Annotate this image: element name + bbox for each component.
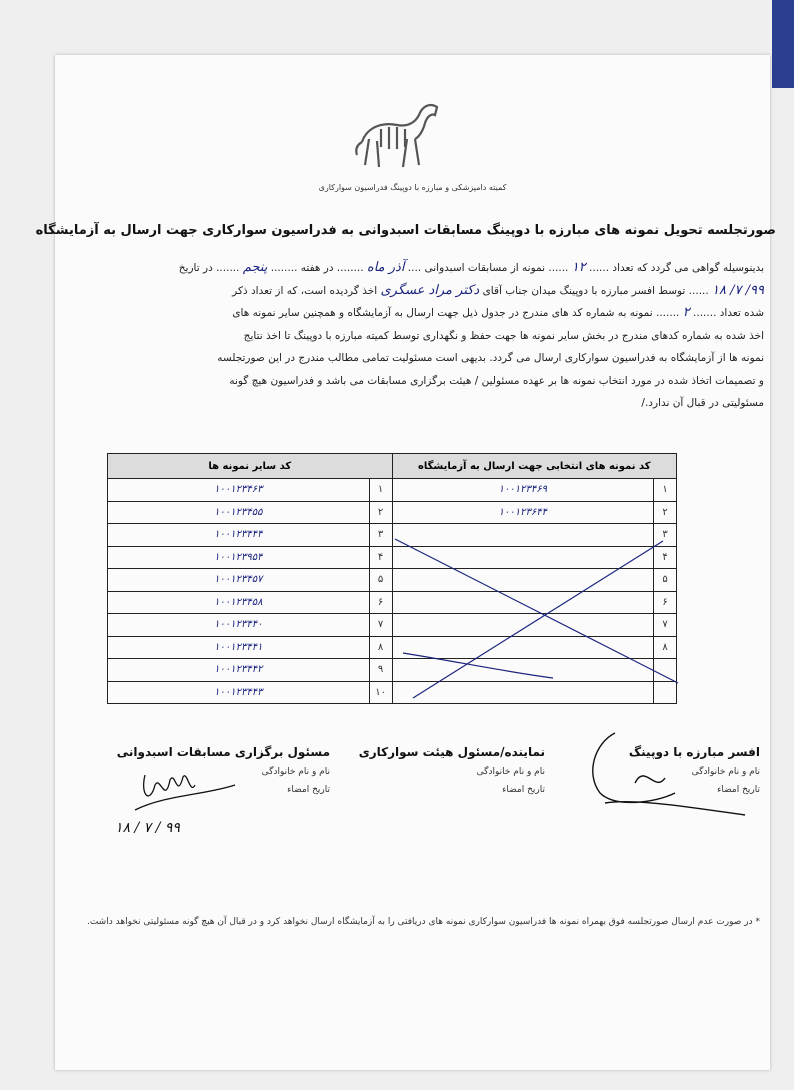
header-other-codes: کد سایر نمونه ها — [108, 454, 393, 479]
text-segment: ....... در تاریخ — [178, 262, 240, 274]
officer-signature-mark — [575, 723, 755, 823]
scan-edge-blue — [772, 0, 794, 88]
row-number: ۱۰ — [369, 681, 392, 704]
footnote: * در صورت عدم ارسال صورتجلسه فوق بهمراه نمونه ها فدراسیون سوارکاری نمونه های دریافتی را به آزمایشگاه ارسال نخواهد کرد و در قبال آن هیچ گونه مسئولیتی نخواهد داشت. — [86, 917, 760, 927]
signature-date-label: تاریخ امضاء — [502, 785, 545, 795]
text-segment: شده تعداد ....... — [693, 307, 764, 319]
row-number: ۳ — [369, 524, 392, 547]
selected-code-cell: ۱۰۰۱۲۳۴۶۹ — [392, 479, 654, 502]
text-segment: ........ در هفته ........ — [270, 262, 364, 274]
handwritten-signature-date: ۹۹ / ۷ / ۱۸ — [115, 820, 180, 836]
row-number: ۸ — [369, 636, 392, 659]
table-row — [108, 501, 677, 524]
table-row — [108, 479, 677, 502]
row-number: ۶ — [369, 591, 392, 614]
paragraph-line-3 — [109, 302, 764, 325]
other-code-cell: ۱۰۰۱۲۳۴۴۲ — [108, 659, 370, 682]
row-number: ۱ — [654, 479, 677, 502]
signature-name-label: نام و نام خانوادگی — [691, 767, 760, 777]
paragraph-line-7: مسئولیتی در قبال آن ندارد./ — [641, 397, 764, 409]
text-segment: ....... نمونه به شماره کد های مندرج در جدول ذیل جهت ارسال به آزمایشگاه و همچنین سایر نمونه های — [232, 307, 680, 319]
other-code-cell: ۱۰۰۱۲۳۴۵۵ — [108, 501, 370, 524]
signature-name-label: نام و نام خانوادگی — [261, 767, 330, 777]
row-number: ۵ — [654, 569, 677, 592]
text-segment: اخذ گردیده است، که از تعداد ذکر — [232, 284, 378, 297]
row-number: ۲ — [369, 501, 392, 524]
row-number: ۵ — [369, 569, 392, 592]
row-number: ۳ — [654, 524, 677, 547]
row-number: ۶ — [654, 591, 677, 614]
text-segment: ...... توسط افسر مبارزه با دوپینگ میدان جناب آقای — [482, 284, 709, 297]
signature-date-label: تاریخ امضاء — [287, 785, 330, 795]
row-number: ۴ — [654, 546, 677, 569]
handwritten-officer-name: دکتر مراد عسگری — [380, 282, 480, 298]
paragraph-line-4: اخذ شده به شماره کدهای مندرج در بخش سایر نمونه ها جهت حفظ و نگهداری توسط کمیته مبارزه با دوپینگ تا اخذ نتایج — [243, 329, 764, 342]
paragraph-line-5: نمونه ها از آزمایشگاه به فدراسیون سوارکاری ارسال می گردد. بدیهی است مسئولیت تمامی مطالب مندرج در این صورتجلسه — [217, 352, 764, 364]
paragraph-line-6: و تصمیمات اتخاذ شده در مورد انتخاب نمونه ها بر عهده مسئولین / هیئت برگزاری مسابقات می باشد و فدراسیون هیچ گونه — [229, 374, 764, 387]
handwritten-race: آذر ماه — [366, 260, 405, 275]
handwritten-count: ۱۲ — [571, 260, 586, 275]
document-page — [35, 55, 776, 1070]
row-number: ۲ — [654, 501, 677, 524]
other-code-cell: ۱۰۰۱۲۳۴۵۸ — [108, 591, 370, 614]
signature-heading: افسر مبارزه با دوپینگ — [628, 745, 760, 759]
horse-logo-icon — [347, 87, 447, 179]
header-selected-codes: کد نمونه های انتخابی جهت ارسال به آزمایشگاه — [392, 454, 676, 479]
handwritten-selected-count: ۲ — [682, 305, 690, 320]
handwritten-date: ۹۹/ ۷/ ۱۸ — [712, 282, 764, 298]
signature-name-label: نام و نام خانوادگی — [476, 767, 545, 777]
other-code-cell: ۱۰۰۱۲۳۴۴۰ — [108, 614, 370, 637]
row-number: ۴ — [369, 546, 392, 569]
document-title: صورتجلسه تحویل نمونه های مبارزه با دوپینگ مسابقات اسبدوانی به فدراسیون سوارکاری جهت ارسال به آزمایشگاه — [35, 223, 776, 238]
table-header-row — [108, 454, 677, 479]
other-code-cell: ۱۰۰۱۲۳۴۴۱ — [108, 636, 370, 659]
other-code-cell: ۱۰۰۱۲۳۴۵۷ — [108, 569, 370, 592]
row-number: ۸ — [654, 636, 677, 659]
handwritten-week: پنجم — [242, 260, 268, 275]
signature-heading: نماینده/مسئول هیئت سوارکاری — [358, 745, 545, 759]
other-code-cell: ۱۰۰۱۲۳۴۶۳ — [108, 479, 370, 502]
text-segment: بدینوسیله گواهی می گردد که تعداد ...... — [589, 262, 764, 274]
signature-heading: مسئول برگزاری مسابقات اسبدوانی — [116, 745, 330, 759]
other-code-cell: ۱۰۰۱۲۳۴۴۴ — [108, 524, 370, 547]
other-code-cell: ۱۰۰۱۲۳۴۴۳ — [108, 681, 370, 704]
row-number: ۹ — [369, 659, 392, 682]
other-code-cell: ۱۰۰۱۲۳۹۵۴ — [108, 546, 370, 569]
crossed-out-cells-mark — [393, 533, 683, 703]
organization-caption: کمیته دامپزشکی و مبارزه با دوپینگ فدراسیون سوارکاری — [318, 183, 507, 192]
signature-date-label: تاریخ امضاء — [717, 785, 760, 795]
paragraph-line-1 — [109, 257, 764, 280]
paragraph-line-2 — [109, 280, 764, 303]
row-number: ۱ — [369, 479, 392, 502]
body-paragraph — [109, 257, 764, 415]
signature-block-representative — [359, 745, 545, 795]
row-number: ۷ — [369, 614, 392, 637]
selected-code-cell: ۱۰۰۱۲۳۶۴۴ — [392, 501, 654, 524]
text-segment: ...... نمونه از مسابقات اسبدوانی .... — [407, 262, 569, 274]
row-number: ۷ — [654, 614, 677, 637]
